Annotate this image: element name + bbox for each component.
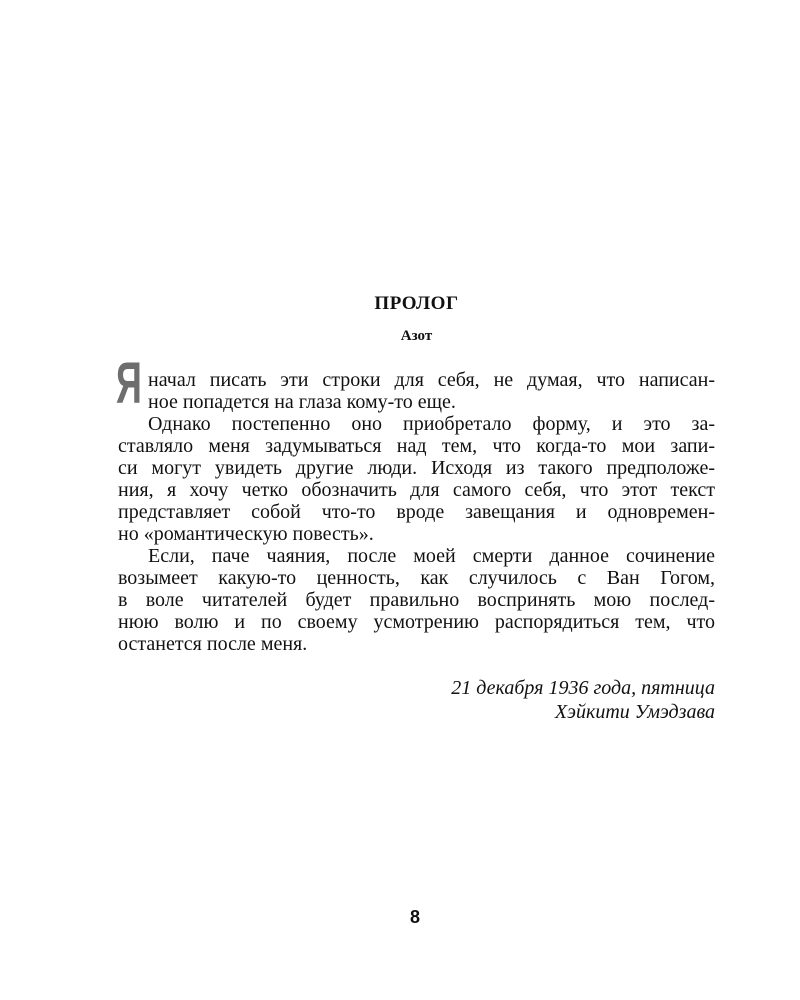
text-line: в воле читателей будет правильно воспринять мою послед-: [118, 589, 715, 611]
text-line: ния, я хочу четко обозначить для самого себя, что этот текст: [118, 479, 715, 501]
paragraph: [118, 413, 715, 545]
signature: [451, 676, 715, 724]
chapter-title: ПРОЛОГ: [374, 293, 459, 314]
signature-date: 21 декабря 1936 года, пятница: [451, 677, 715, 699]
signature-author: Хэйкити Умэдзава: [554, 701, 715, 723]
page-number: 8: [409, 907, 420, 927]
text-line: начал писать эти строки для себя, не думая, что написан-: [148, 369, 715, 391]
paragraph: [118, 369, 715, 413]
text-line: представляет собой что-то вроде завещания и одновремен-: [118, 501, 715, 523]
chapter-subtitle: Азот: [400, 328, 433, 344]
text-line: Однако постепенно оно приобретало форму, и это за-: [148, 413, 715, 435]
text-line: нюю волю и по своему усмотрению распорядиться тем, что: [118, 611, 715, 633]
text-line: ставляло меня задумываться над тем, что когда-то мои запи-: [118, 435, 715, 457]
drop-cap: Я: [116, 351, 142, 416]
text-line: Если, паче чаяния, после моей смерти данное сочинение: [148, 545, 715, 567]
paragraph: [118, 545, 715, 655]
text-line: но «романтическую повесть».: [118, 523, 374, 545]
body-text: [118, 369, 715, 655]
text-line: останется после меня.: [118, 633, 308, 655]
text-line: ное попадется на глаза кому-то еще.: [148, 391, 456, 413]
text-line: си могут увидеть другие люди. Исходя из такого предположе-: [118, 457, 715, 479]
text-line: возымеет какую-то ценность, как случилось с Ван Гогом,: [118, 567, 715, 589]
